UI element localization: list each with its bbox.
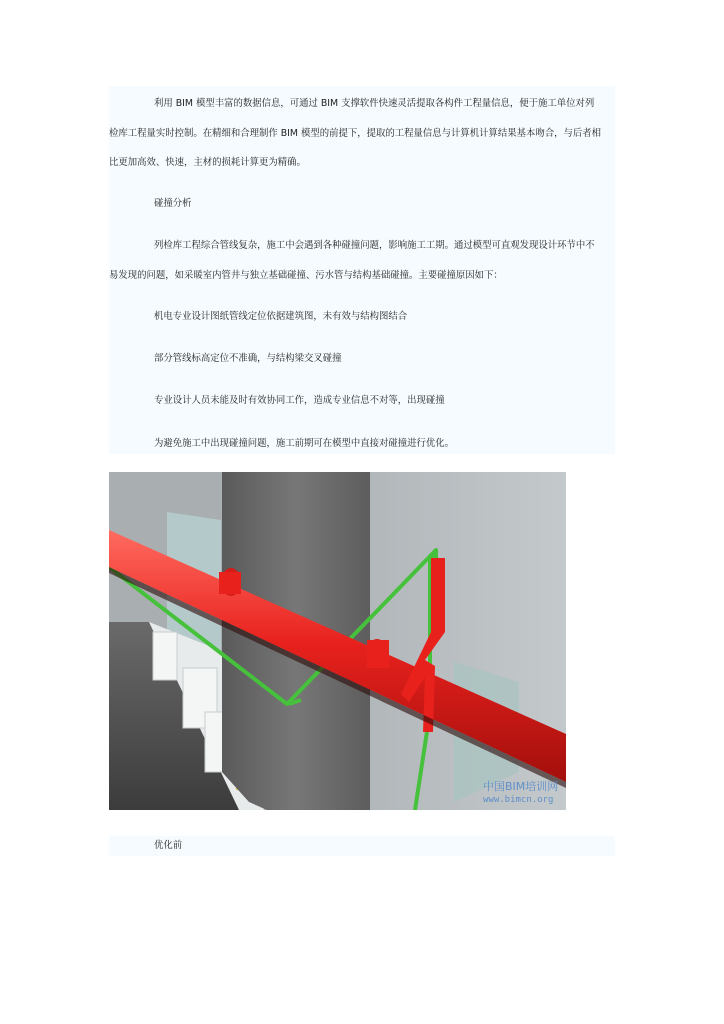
bim-clash-render-image xyxy=(109,472,566,810)
watermark-url: www.bimcn.org xyxy=(483,795,554,805)
paragraph-line: 比更加高效、快速，主材的损耗计算更为精确。 xyxy=(109,157,306,168)
red-tee-fitting xyxy=(219,572,241,594)
paragraph-line: 易发现的问题，如采暖室内管井与独立基础碰撞、污水管与结构基础碰撞。主要碰撞原因如下： xyxy=(109,270,503,281)
section-heading: 碰撞分析 xyxy=(154,198,192,209)
paragraph-line: 检库工程量实时控制。在精细和合理制作 BIM 模型的前提下，提取的工程量信息与计算机计算结果基本吻合，与后者相 xyxy=(109,128,601,139)
figure-caption: 优化前 xyxy=(154,840,183,851)
paragraph-line: 列检库工程综合管线复杂，施工中会遇到各种碰撞问题，影响施工工期。通过模型可直观发现设计环节中不 xyxy=(154,240,595,251)
paragraph-line: 为避免施工中出现碰撞问题，施工前期可在模型中直接对碰撞进行优化。 xyxy=(154,438,455,449)
list-item: 机电专业设计图纸管线定位依据建筑图，未有效与结构图结合 xyxy=(154,311,408,322)
paragraph-line: 利用 BIM 模型丰富的数据信息，可通过 BIM 支撑软件快速灵活提取各构件工程量信息，便于施工单位对列 xyxy=(154,98,595,109)
list-item: 专业设计人员未能及时有效协同工作，造成专业信息不对等，出现碰撞 xyxy=(154,395,445,406)
red-tee-fitting xyxy=(367,640,389,668)
bim-model-illustration xyxy=(109,472,566,810)
list-item: 部分管线标高定位不准确，与结构梁交叉碰撞 xyxy=(154,353,342,364)
caption-block xyxy=(109,836,615,856)
article-text-block xyxy=(109,86,615,454)
watermark-text: 中国BIM培训网 xyxy=(483,780,559,793)
